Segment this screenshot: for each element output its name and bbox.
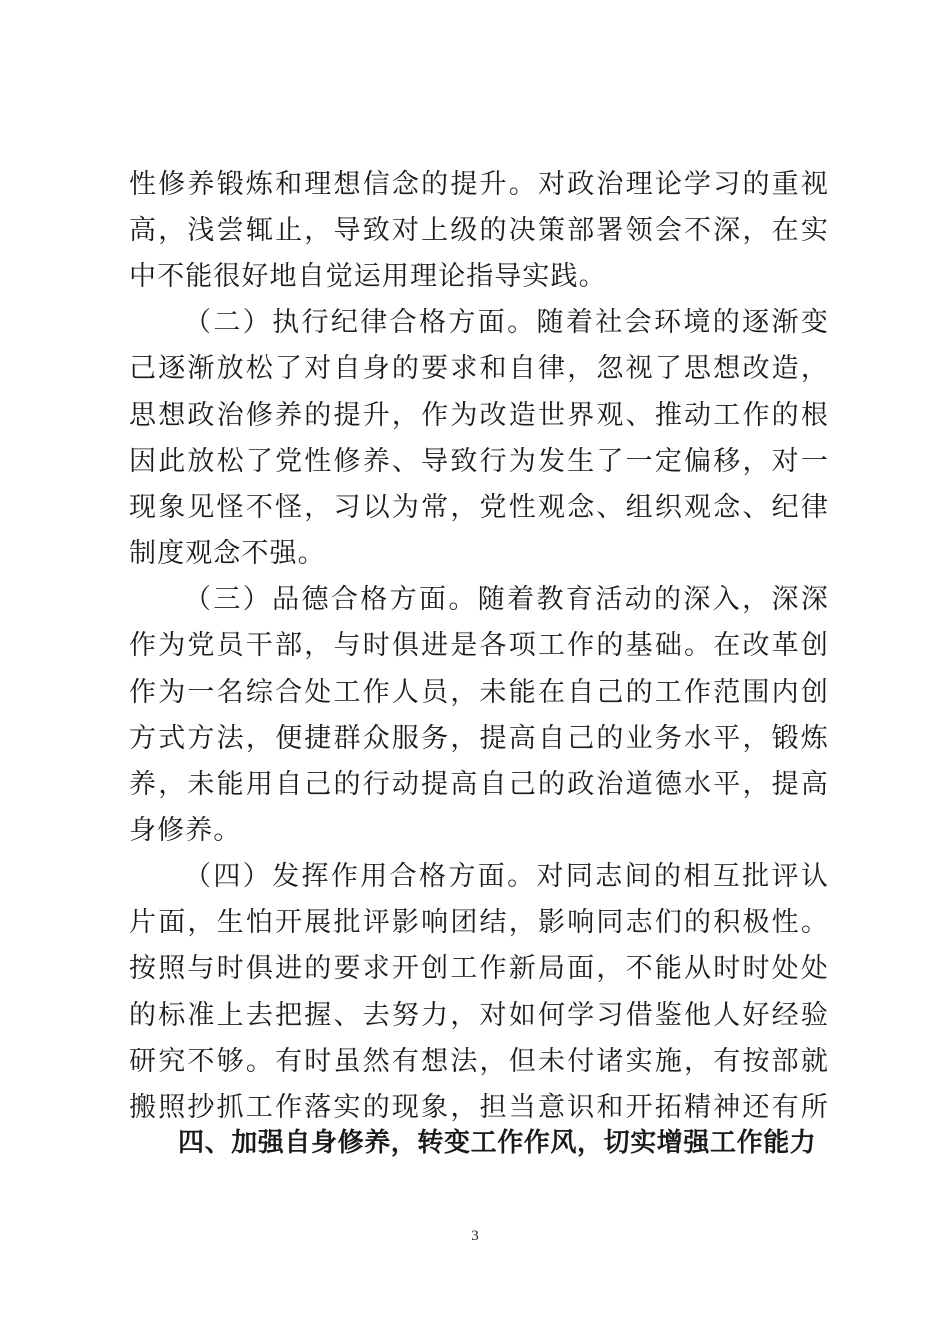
text-line: 方式方法，便捷群众服务，提高自己的业务水平，锻炼 — [129, 723, 829, 754]
text-line: 片面，生怕开展批评影响团结，影响同志们的积极性。 — [129, 907, 829, 938]
text-line: 养，未能用自己的行动提高自己的政治道德水平，提高 — [129, 769, 829, 800]
text-line: 思想政治修养的提升，作为改造世界观、推动工作的根 — [129, 400, 829, 431]
text-line: 按照与时俱进的要求开创工作新局面，不能从时时处处 — [129, 953, 829, 984]
text-line: 性修养锻炼和理想信念的提升。对政治理论学习的重视 — [129, 169, 829, 200]
text-line: 研究不够。有时虽然有想法，但未付诸实施，有按部就 — [129, 1046, 829, 1077]
text-line: 己逐渐放松了对自身的要求和自律，忽视了思想改造， — [129, 353, 829, 384]
text-line: 现象见怪不怪，习以为常，党性观念、组织观念、纪律 — [129, 492, 829, 523]
section-heading: 四、加强自身修养，转变工作作风，切实增强工作能力 — [178, 1128, 817, 1158]
text-line: 因此放松了党性修养、导致行为发生了一定偏移，对一 — [129, 446, 829, 477]
text-line: 作为党员干部，与时俱进是各项工作的基础。在改革创 — [129, 630, 829, 661]
text-line: 搬照抄抓工作落实的现象，担当意识和开拓精神还有所 — [129, 1092, 829, 1123]
text-line: 身修养。 — [129, 815, 242, 846]
paragraph-4-first-line: （四）发挥作用合格方面。对同志间的相互批评认 — [184, 861, 829, 892]
page-number: 3 — [471, 1228, 479, 1244]
text-line: 高，浅尝辄止，导致对上级的决策部署领会不深，在实 — [129, 215, 829, 246]
text-line: 中不能很好地自觉运用理论指导实践。 — [129, 261, 607, 292]
text-line: 的标准上去把握、去努力，对如何学习借鉴他人好经验 — [129, 1000, 829, 1031]
text-line: 制度观念不强。 — [129, 538, 326, 569]
text-line: 作为一名综合处工作人员，未能在自己的工作范围内创 — [129, 677, 829, 708]
paragraph-2-first-line: （二）执行纪律合格方面。随着社会环境的逐渐变 — [184, 307, 829, 338]
paragraph-3-first-line: （三）品德合格方面。随着教育活动的深入，深深 — [184, 584, 829, 615]
